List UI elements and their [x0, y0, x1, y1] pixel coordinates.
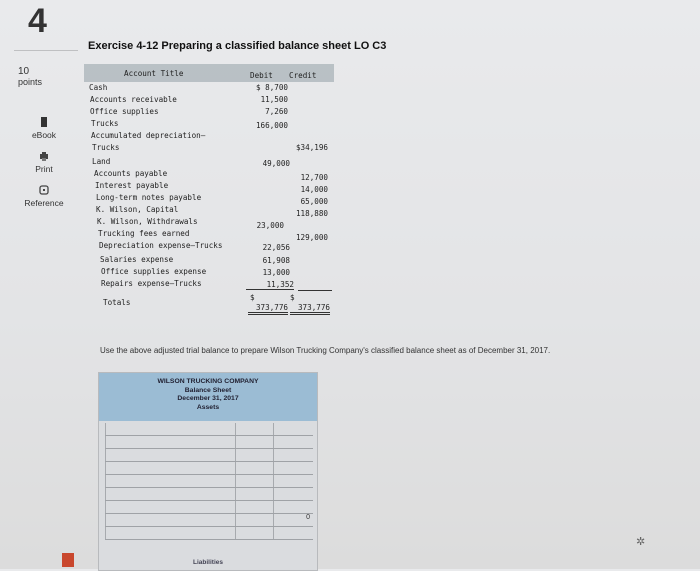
credit-wilson-capital: 118,880: [295, 209, 328, 218]
account-wilson-capital: K. Wilson, Capital: [96, 205, 179, 214]
total-input[interactable]: [274, 530, 314, 542]
totals-credit-dollar: $: [290, 293, 295, 302]
book-icon: [38, 116, 50, 128]
account-cell: [105, 462, 236, 474]
account-cell: [105, 514, 236, 526]
points-indicator: [18, 66, 42, 88]
account-interest-payable: Interest payable: [95, 181, 169, 190]
account-land: Land: [92, 157, 111, 166]
total-cell: [273, 436, 314, 448]
amount-cell: [235, 475, 274, 487]
liabilities-heading: Liabilities: [193, 559, 223, 566]
account-cash: Cash: [89, 83, 108, 92]
totals-debit: 373,776: [248, 303, 288, 315]
credit-accounts-payable: 12,700: [300, 173, 328, 182]
question-number: 4: [28, 2, 47, 40]
totals-debit-dollar: $: [250, 293, 255, 302]
debit-repairs-expense-trucks: 11,352: [246, 280, 294, 290]
amount-cell: [235, 449, 274, 461]
amount-cell: [235, 423, 274, 435]
total-cell: [273, 488, 314, 500]
amount-cell: [235, 501, 274, 513]
total-cell: [273, 514, 314, 526]
total-cell: [273, 501, 314, 513]
reference-link[interactable]: [14, 184, 74, 208]
statement-name: Balance Sheet: [184, 386, 232, 394]
account-cell: [105, 501, 236, 513]
answer-row: [105, 488, 313, 501]
totals-credit: 373,776: [290, 303, 330, 315]
column-header-debit: Debit: [250, 71, 273, 80]
debit-office-supplies-expense: 13,000: [262, 268, 290, 277]
answer-row: [105, 449, 313, 462]
account-trucks: Trucks: [91, 119, 119, 128]
debit-wilson-withdrawals: 23,000: [256, 221, 284, 230]
debit-accounts-receivable: 11,500: [260, 95, 288, 104]
points-value: 10: [18, 66, 30, 77]
credit-accumulated-depreciation: $34,196: [295, 143, 328, 152]
total-cell: [273, 423, 314, 435]
account-cell: [105, 423, 236, 435]
total-cell: [273, 462, 314, 474]
credit-interest-payable: 14,000: [300, 185, 328, 194]
answer-row: [105, 514, 313, 527]
trial-balance-panel: [84, 64, 336, 320]
account-accounts-receivable: Accounts receivable: [90, 95, 177, 104]
answer-row: [105, 527, 313, 540]
ebook-label: eBook: [31, 130, 57, 140]
account-accounts-payable: Accounts payable: [94, 169, 168, 178]
debit-depreciation-expense-trucks: 22,056: [262, 243, 290, 252]
account-cell: [105, 527, 236, 539]
account-trucking-fees-earned: Trucking fees earned: [98, 229, 190, 238]
print-link[interactable]: [14, 150, 74, 174]
account-wilson-withdrawals: K. Wilson, Withdrawals: [97, 217, 198, 226]
account-long-term-notes-payable: Long-term notes payable: [96, 193, 202, 202]
totals-label: Totals: [103, 298, 131, 307]
company-name: WILSON TRUCKING COMPANY: [157, 378, 259, 385]
ebook-link[interactable]: [14, 116, 74, 140]
account-repairs-expense-trucks: Repairs expense–Trucks: [101, 279, 202, 288]
print-label: Print: [35, 164, 53, 174]
reference-icon: [38, 184, 50, 196]
account-cell: [105, 475, 236, 487]
credit-long-term-notes-payable: 65,000: [300, 197, 328, 206]
exercise-title: Exercise 4-12 Preparing a classified balance sheet LO C3: [88, 40, 387, 52]
amount-input[interactable]: [236, 530, 274, 542]
account-cell: [105, 488, 236, 500]
account-office-supplies: Office supplies: [90, 107, 159, 116]
balance-sheet-header: [99, 373, 317, 421]
amount-cell: [235, 527, 274, 539]
total-cell: [273, 449, 314, 461]
mouse-cursor-icon: ✲: [636, 536, 646, 548]
amount-cell: [235, 462, 274, 474]
answer-row: [105, 423, 313, 436]
instructions-text: Use the above adjusted trial balance to prepare Wilson Trucking Company's classified balance sheet as of December 31, 2017.: [100, 346, 551, 355]
balance-sheet-form: [98, 372, 318, 571]
account-accumulated-depreciation-trucks: Trucks: [92, 143, 120, 152]
column-header-credit: Credit: [289, 71, 317, 80]
answer-row: [105, 462, 313, 475]
account-accumulated-depreciation: Accumulated depreciation–: [91, 131, 206, 140]
points-label: points: [18, 77, 43, 87]
account-cell: [105, 449, 236, 461]
column-header-account: Account Title: [124, 69, 184, 78]
answer-row: [105, 475, 313, 488]
debit-salaries-expense: 61,908: [262, 256, 290, 265]
account-depreciation-expense-trucks: Depreciation expense–Trucks: [99, 241, 223, 250]
account-salaries-expense: Salaries expense: [100, 255, 174, 264]
debit-land: 49,000: [262, 159, 290, 168]
printer-icon: [38, 150, 50, 162]
statement-date: December 31, 2017: [177, 395, 239, 402]
total-assets-value: 0: [306, 514, 310, 521]
account-input[interactable]: [106, 530, 236, 542]
credit-trucking-fees-earned: 129,000: [295, 233, 328, 242]
total-cell: [273, 527, 314, 539]
brand-logo: [62, 553, 74, 567]
amount-cell: [235, 436, 274, 448]
debit-cash: $ 8,700: [255, 83, 288, 92]
total-cell: [273, 475, 314, 487]
amount-cell: [235, 488, 274, 500]
account-office-supplies-expense: Office supplies expense: [101, 267, 207, 276]
debit-trucks: 166,000: [255, 121, 288, 130]
assets-heading: Assets: [196, 403, 220, 411]
reference-label: Reference: [24, 198, 64, 208]
answer-row: [105, 501, 313, 514]
sidebar-divider: [14, 50, 78, 51]
account-cell: [105, 436, 236, 448]
answer-row: [105, 436, 313, 449]
amount-cell: [235, 514, 274, 526]
credit-underline: [298, 290, 332, 291]
debit-office-supplies: 7,260: [265, 107, 288, 116]
